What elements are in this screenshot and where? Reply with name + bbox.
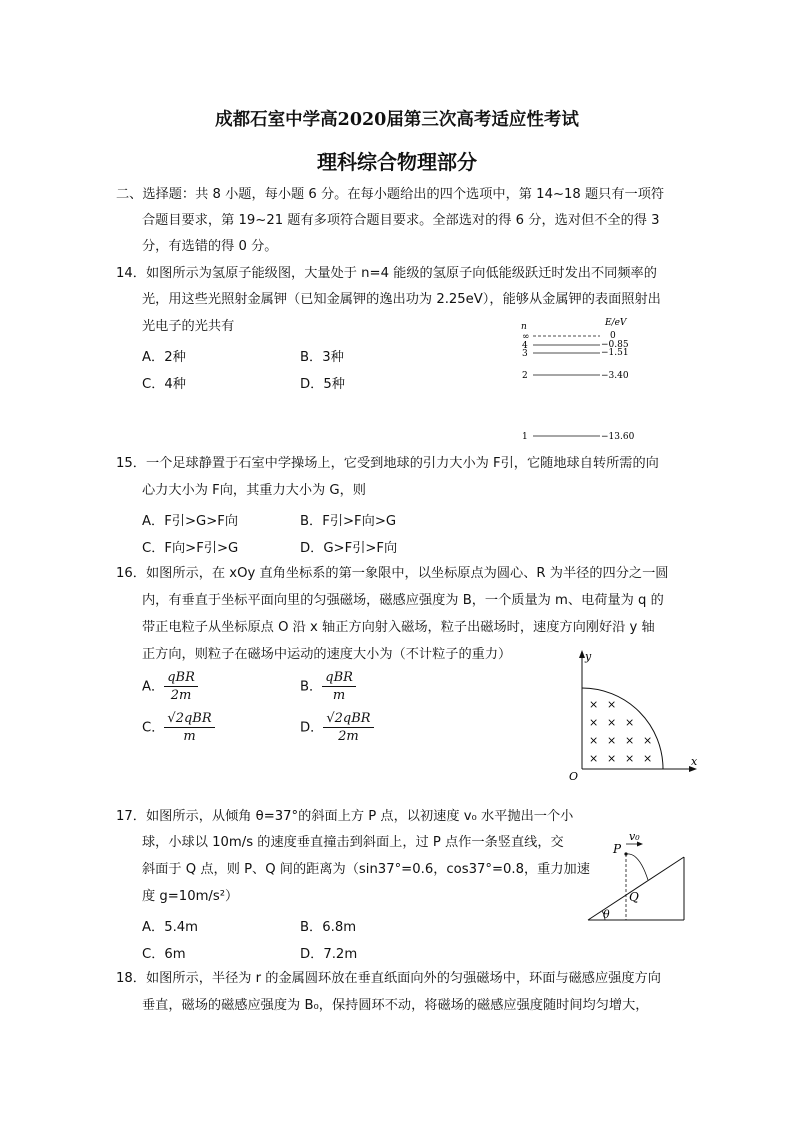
svg-text:×: × <box>625 734 635 747</box>
svg-text:×: × <box>607 716 617 729</box>
svg-text:×: × <box>589 734 599 747</box>
q15-option-d: D．G>F引>F向 <box>300 541 398 556</box>
q14-line-3: 光电子的光共有 <box>142 319 235 334</box>
level-n-4: 4 <box>522 341 528 351</box>
q16-line-4: 正方向，则粒子在磁场中运动的速度大小为（不计粒子的重力） <box>142 647 512 662</box>
q17-option-a: A．5.4m <box>142 920 199 935</box>
q16-line-3: 带正电粒子从坐标原点 O 沿 x 轴正方向射入磁场，粒子出磁场时，速度方向刚好沿 y 轴 <box>142 620 655 635</box>
q16-option-d: D． $\frac{\text{√2qBR}}{2m}$ <box>300 711 374 744</box>
svg-text:×: × <box>625 716 635 729</box>
svg-text:×: × <box>589 716 599 729</box>
level-e-1: −13.60 <box>601 432 635 442</box>
field-crosses <box>589 698 652 765</box>
q17-line-2: 球，小球以 10m/s 的速度垂直撞击到斜面上，过 P 点作一条竖直线，交 <box>142 835 564 850</box>
incline-diagram <box>583 830 693 925</box>
q16-line-2: 内，有垂直于坐标平面向里的匀强磁场，磁感应强度为 B，一个质量为 m、电荷量为 q 的 <box>142 593 664 608</box>
level-n-1: 1 <box>522 432 528 442</box>
svg-text:×: × <box>607 698 617 711</box>
q17-option-c: C．6m <box>142 947 186 962</box>
svg-text:×: × <box>589 752 599 765</box>
q15-option-c: C．F向>F引>G <box>142 541 239 556</box>
level-n-2: 2 <box>522 371 528 381</box>
q15-option-b: B．F引>F向>G <box>300 514 397 529</box>
svg-text:×: × <box>643 734 653 747</box>
energy-level-diagram <box>515 316 655 446</box>
q14-option-c: C．4种 <box>142 377 186 392</box>
svg-text:×: × <box>643 752 653 765</box>
exam-title: 成都石室中学高2020届第三次高考适应性考试 <box>215 110 579 130</box>
q17-line-1: 17．如图所示，从倾角 θ=37°的斜面上方 P 点，以初速度 v₀ 水平抛出一个小 <box>116 809 574 824</box>
q16-option-c: C． $\frac{\text{√2qBR}}{m}$ <box>142 711 215 744</box>
v0-label: v₀ <box>629 830 640 843</box>
q17-option-d: D．7.2m <box>300 947 358 962</box>
section-line-1: 二、选择题：共 8 小题，每小题 6 分。在每小题给出的四个选项中，第 14~18 题只有一项符 <box>116 187 665 202</box>
exam-subtitle: 理科综合物理部分 <box>317 150 477 174</box>
level-e-3: −1.51 <box>601 348 629 358</box>
magnetic-field-diagram <box>565 648 705 783</box>
x-axis-label: x <box>691 755 698 768</box>
level-e-2: −3.40 <box>601 371 629 381</box>
q14-option-d: D．5种 <box>300 377 345 392</box>
q14-line-1: 14．如图所示为氢原子能级图，大量处于 n=4 能级的氢原子向低能级跃迁时发出不同频率的 <box>116 266 657 281</box>
point-p-label: P <box>613 842 622 856</box>
n-axis-label: n <box>521 322 527 332</box>
energy-axis-label: E/eV <box>605 318 627 328</box>
section-line-2: 合题目要求，第 19~21 题有多项符合题目要求。全部选对的得 6 分，选对但不全的得 3 <box>142 213 660 228</box>
q14-option-b: B．3种 <box>300 350 344 365</box>
level-n-inf: ∞ <box>522 332 530 342</box>
q15-line-2: 心力大小为 F向，其重力大小为 G，则 <box>142 483 366 498</box>
svg-text:×: × <box>607 752 617 765</box>
y-axis-label: y <box>585 650 592 663</box>
svg-text:×: × <box>589 698 599 711</box>
svg-text:×: × <box>607 734 617 747</box>
q17-line-3: 斜面于 Q 点，则 P、Q 间的距离为（sin37°=0.6，cos37°=0.8，重力加速 <box>142 862 590 877</box>
level-e-4: −0.85 <box>601 340 629 350</box>
origin-label: O <box>569 770 579 783</box>
q15-line-1: 15．一个足球静置于石室中学操场上，它受到地球的引力大小为 F引，它随地球自转所需的向 <box>116 456 659 471</box>
q16-option-b: B． $\frac{\text{qBR}}{m}$ <box>300 670 356 703</box>
q17-line-4: 度 g=10m/s²） <box>142 889 239 904</box>
q18-line-1: 18．如图所示，半径为 r 的金属圆环放在垂直纸面向外的匀强磁场中，环面与磁感应强度方向 <box>116 971 661 986</box>
theta-label: θ <box>603 908 610 921</box>
q16-line-1: 16．如图所示，在 xOy 直角坐标系的第一象限中，以坐标原点为圆心、R 为半径的四分之一圆 <box>116 566 669 581</box>
q18-line-2: 垂直，磁场的磁感应强度为 B₀，保持圆环不动，将磁场的磁感应强度随时间均匀增大， <box>142 998 649 1013</box>
q14-line-2: 光，用这些光照射金属钾（已知金属钾的逸出功为 2.25eV），能够从金属钾的表面照射出 <box>142 292 661 307</box>
point-q-label: Q <box>629 890 639 904</box>
q17-option-b: B．6.8m <box>300 920 357 935</box>
q16-option-a: A． $\frac{\text{qBR}}{2m}$ <box>142 670 198 703</box>
q15-option-a: A．F引>G>F向 <box>142 514 239 529</box>
level-e-inf: 0 <box>610 331 616 341</box>
section-line-3: 分，有选错的得 0 分。 <box>142 239 278 254</box>
svg-text:×: × <box>625 752 635 765</box>
q14-option-a: A．2种 <box>142 350 186 365</box>
level-n-3: 3 <box>522 349 528 359</box>
